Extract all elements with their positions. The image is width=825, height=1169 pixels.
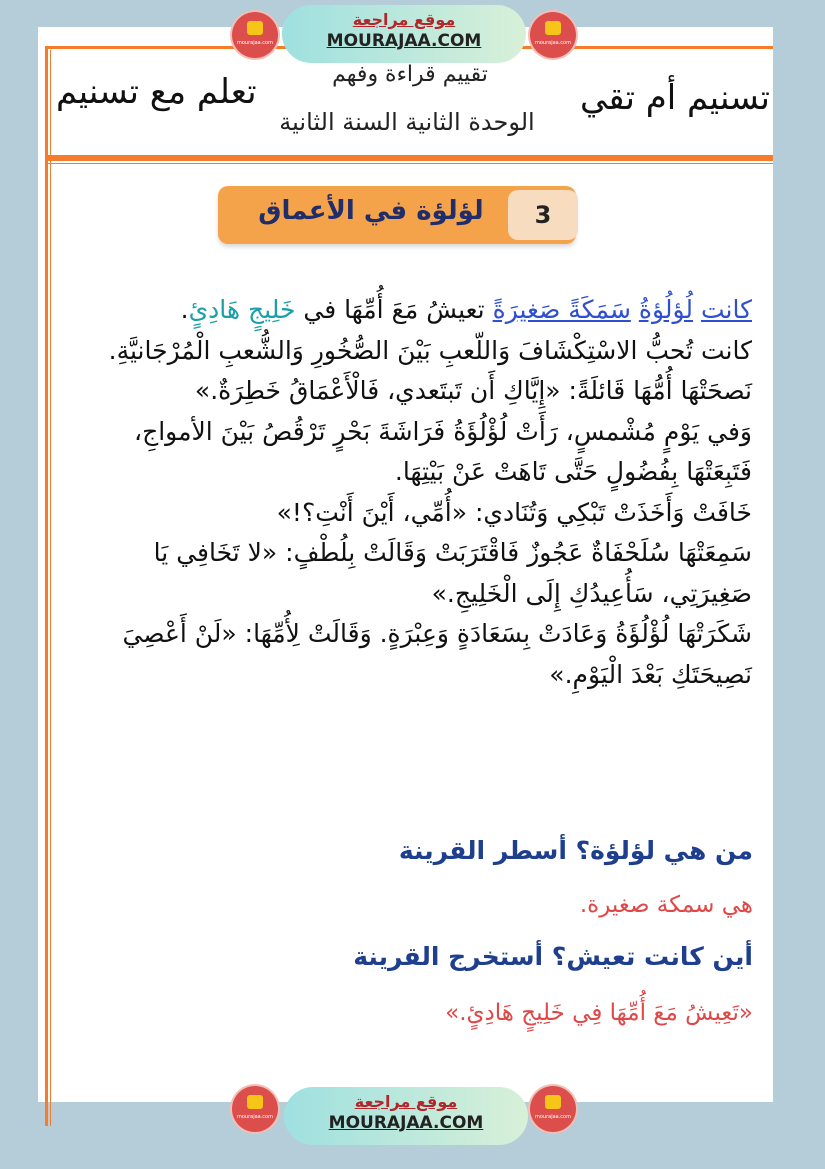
story-paragraph: سَمِعَتْهَا سُلَحْفَاةٌ عَجُوزٌ فَاقْتَرَبَتْ وَقَالَتْ بِلُطْفٍ: «لا تَخَافِي يَا صَغِيرَتِي، سَأُعِيدُكِ إِلَى الْخَلِيجِ.»: [153, 538, 752, 608]
answer-2: «تَعِيشُ مَعَ أُمِّهَا فِي خَلِيجٍ هَادِئٍ.»: [445, 1000, 753, 1026]
story-small-fish: سَمَكَةً صَغيرَةً: [492, 295, 631, 324]
story-line-1: [80, 290, 752, 331]
watermark-site-url: MOURAJAA.COM: [326, 31, 482, 51]
lesson-title: لؤلؤة في الأعماق: [258, 196, 484, 226]
brand-title: تعلم مع تسنيم: [56, 72, 257, 112]
header-divider: [45, 155, 773, 161]
unit-label: الوحدة الثانية السنة الثانية: [279, 108, 535, 136]
author-name: تسنيم أم تقي: [579, 78, 770, 118]
watermark-badge-right: mourajaa.com: [530, 1086, 576, 1132]
book-icon: [247, 1095, 263, 1109]
book-icon: [247, 21, 263, 35]
answer-1: هي سمكة صغيرة.: [579, 892, 753, 918]
book-icon: [545, 1095, 561, 1109]
watermark-site-name: موقع مراجعة: [354, 1092, 458, 1111]
watermark-site-url: MOURAJAA.COM: [328, 1113, 484, 1133]
watermark-top[interactable]: [282, 5, 526, 63]
story-paragraph: خَافَتْ وَأَخَذَتْ تَبْكِي وَتُنَادي: «أُمِّي، أَيْنَ أَنْتِ؟!»: [276, 497, 752, 527]
watermark-badge-right: mourajaa.com: [530, 12, 576, 58]
story-lives-with-mother: تعيشُ مَعَ أُمِّهَا في: [303, 295, 485, 324]
lesson-number: 3: [508, 190, 578, 240]
story-text: [80, 290, 752, 695]
watermark-site-name: موقع مراجعة: [352, 10, 456, 29]
story-word-was: كانت: [700, 295, 752, 324]
story-line-1-end: .: [180, 295, 189, 324]
watermark-badge-left: mourajaa.com: [232, 12, 278, 58]
watermark-badge-left: mourajaa.com: [232, 1086, 278, 1132]
story-paragraph: وَفي يَوْمٍ مُشْمسٍ، رَأَتْ لُؤْلُؤَةُ فَرَاشَةَ بَحْرٍ تَرْقُصُ بَيْنَ الأمواجِ، فَتَبِعَتْهَا بِفُضُولٍ حَتَّى تَاهَتْ عَنْ بَيْتِهَا.: [134, 416, 752, 486]
story-calm-gulf: خَلِيجٍ هَادِئٍ: [188, 295, 296, 324]
question-2: أين كانت تعيش؟ أستخرج القرينة: [353, 942, 753, 971]
question-1: من هي لؤلؤة؟ أسطر القرينة: [398, 836, 753, 865]
book-icon: [545, 21, 561, 35]
story-name-luluah: لُؤلُؤةُ: [638, 295, 694, 324]
header-divider-thin: [45, 163, 773, 164]
story-paragraph: كانت تُحبُّ الاسْتِكْشَافَ وَاللّعبِ بَيْنَ الصُّخُورِ وَالشُّعبِ الْمُرْجَانيَّةِ.: [108, 335, 752, 365]
story-paragraph: شَكَرَتْهَا لُؤْلُؤَةُ وَعَادَتْ بِسَعَادَةٍ وَعِبْرَةٍ. وَقَالَتْ لِأُمِّهَا: «لَنْ أَعْصِيَ نَصِيحَتَكِ بَعْدَ الْيَوْمِ.»: [122, 619, 752, 689]
story-paragraph: نَصحَتْهَا أُمُّهَا قَائلَةً: «إِيَّاكِ أَن تَبتَعدي، فَالْأَعْمَاقُ خَطِرَةٌ.»: [194, 376, 752, 405]
worksheet-subtitle: تقييم قراءة وفهم: [332, 62, 488, 87]
watermark-bottom[interactable]: [284, 1087, 528, 1145]
